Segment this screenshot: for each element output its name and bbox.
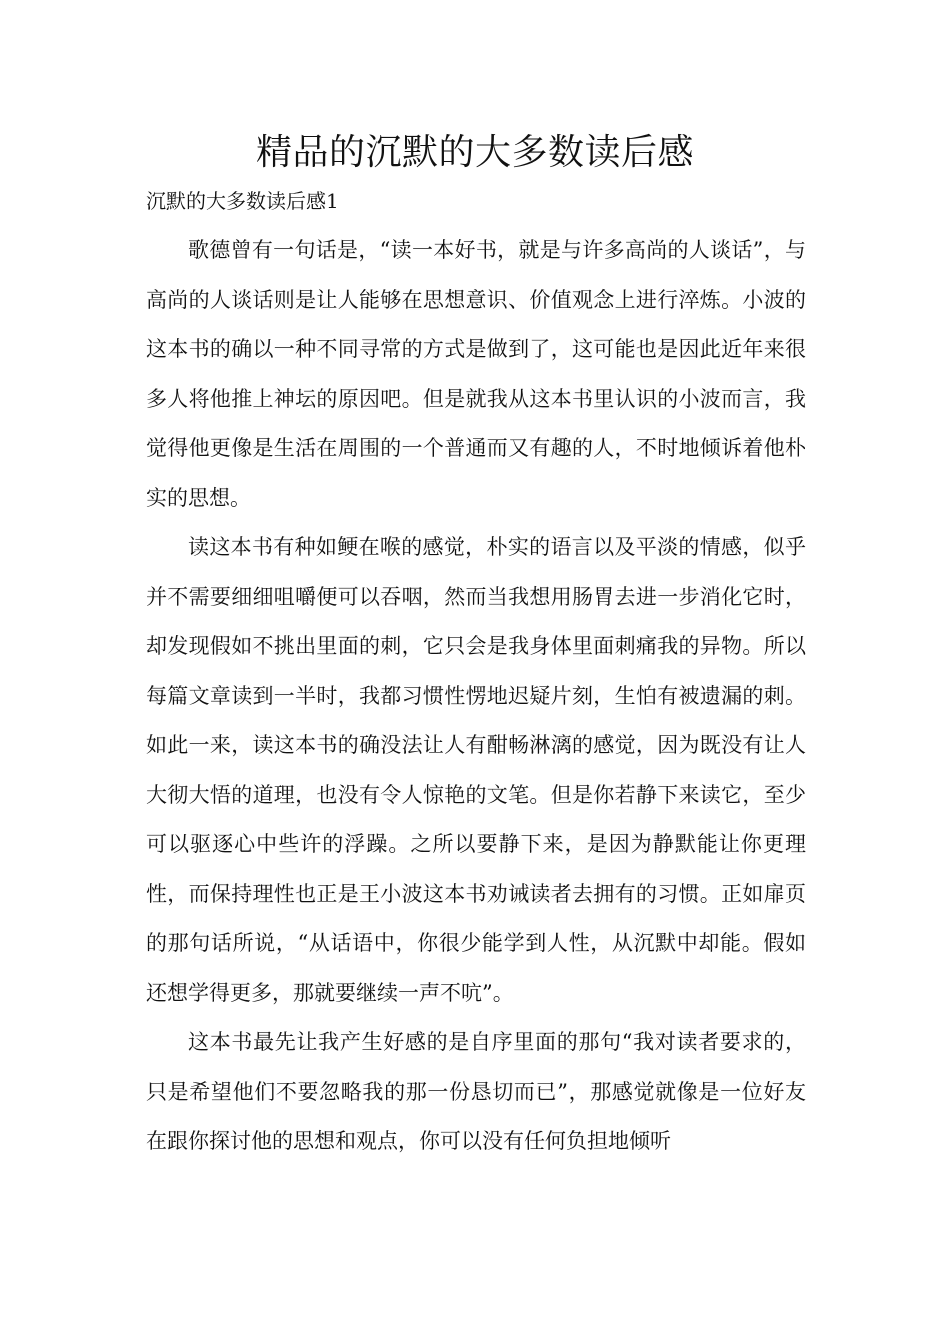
paragraph-1: 歌德曾有一句话是，“读一本好书，就是与许多高尚的人谈话”，与高尚的人谈话则是让人能够在思想意识、价值观念上进行淬炼。小波的这本书的确以一种不同寻常的方式是做到了，这可能也是因此近年来很多人将他推上神坛的原因吧。但是就我从这本书里认识的小波而言，我觉得他更像是生活在周围的一个普通而又有趣的人，不时地倾诉着他朴实的思想。 [146, 238, 806, 510]
paragraph-3: 这本书最先让我产生好感的是自序里面的那句“我对读者要求的，只是希望他们不要忽略我的那一份恳切而已”，那感觉就像是一位好友在跟你探讨他的思想和观点，你可以没有任何负担地倾听 [146, 1030, 806, 1153]
document-body [146, 226, 806, 1167]
section-heading: 沉默的大多数读后感1 [146, 189, 339, 213]
paragraph-2: 读这本书有种如鲠在喉的感觉，朴实的语言以及平淡的情感，似乎并不需要细细咀嚼便可以吞咽，然而当我想用肠胃去进一步消化它时，却发现假如不挑出里面的刺，它只会是我身体里面刺痛我的异物。所以每篇文章读到一半时，我都习惯性愣地迟疑片刻，生怕有被遗漏的刺。如此一来，读这本书的确没法让人有酣畅淋漓的感觉，因为既没有让人大彻大悟的道理，也没有令人惊艳的文笔。但是你若静下来读它，至少可以驱逐心中些许的浮躁。之所以要静下来，是因为静默能让你更理性，而保持理性也正是王小波这本书劝诫读者去拥有的习惯。正如扉页的那句话所说，“从话语中，你很少能学到人性，从沉默中却能。假如还想学得更多，那就要继续一声不吭”。 [146, 535, 806, 1005]
document-title: 精品的沉默的大多数读后感 [255, 132, 694, 173]
